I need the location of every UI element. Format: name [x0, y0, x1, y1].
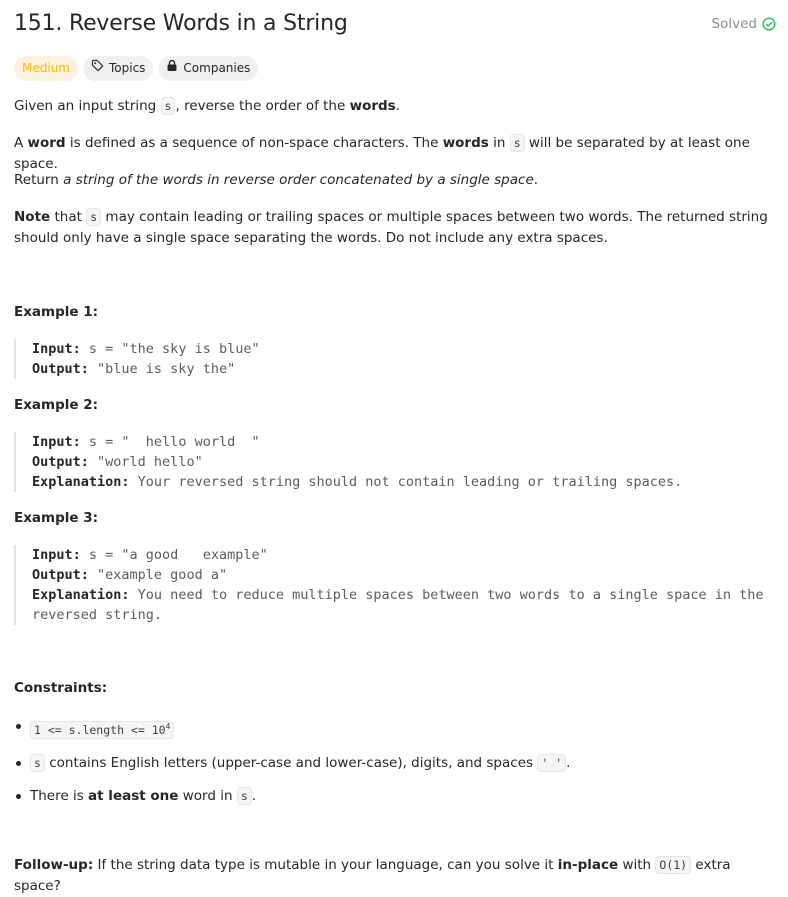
- text: If the string data type is mutable in your language, can you solve it: [93, 857, 558, 873]
- text: contains English letters (upper-case and lower-case), digits, and spaces: [44, 754, 538, 771]
- example-output: [32, 359, 776, 379]
- topics-button[interactable]: [83, 56, 153, 81]
- companies-button[interactable]: [158, 56, 258, 81]
- inline-code: [30, 721, 174, 739]
- explanation-value: You need to reduce multiple spaces between two words to a single space in the reversed string.: [32, 587, 764, 623]
- example-2-heading: Example 2:: [14, 397, 99, 413]
- text: .: [395, 98, 400, 114]
- inline-code: s: [30, 754, 45, 772]
- text: , reverse the order of the: [175, 98, 350, 114]
- example-input: [32, 339, 776, 359]
- inline-code: s: [86, 208, 101, 226]
- list-item: [14, 753, 776, 774]
- text: word in: [178, 787, 237, 804]
- lock-icon: [166, 56, 178, 81]
- paragraph-word-definition: [14, 133, 776, 175]
- inline-code: s: [510, 134, 525, 152]
- input-value: s = "a good example": [80, 547, 268, 563]
- example-input: [32, 545, 776, 565]
- problem-title[interactable]: 151. Reverse Words in a String: [14, 11, 348, 36]
- tag-row: [14, 56, 258, 81]
- example-output: [32, 565, 776, 585]
- italic-text: a string of the words in reverse order concatenated by a single space: [63, 172, 534, 188]
- paragraph-intro: [14, 96, 776, 117]
- output-value: "blue is sky the": [88, 361, 236, 377]
- tag-icon: [91, 56, 104, 81]
- companies-label: Companies: [183, 61, 251, 75]
- followup-label: Follow-up:: [14, 857, 94, 873]
- example-3-block: [14, 545, 776, 625]
- constraints-list: [14, 716, 776, 819]
- output-value: "world hello": [88, 454, 203, 470]
- bold-text: word: [27, 135, 66, 151]
- list-item: [14, 716, 776, 741]
- input-label: Input:: [32, 434, 81, 450]
- example-explanation: [32, 585, 776, 625]
- example-2-block: [14, 432, 776, 492]
- difficulty-badge: Medium: [14, 56, 78, 81]
- inline-code: s: [161, 97, 176, 115]
- bold-text: words: [442, 135, 489, 151]
- followup-paragraph: [14, 855, 776, 897]
- input-value: s = " hello world ": [80, 434, 260, 450]
- output-label: Output:: [32, 454, 89, 470]
- output-label: Output:: [32, 567, 89, 583]
- text: with: [618, 857, 656, 873]
- explanation-value: Your reversed string should not contain leading or trailing spaces.: [129, 474, 683, 490]
- inline-code: ' ': [537, 754, 566, 772]
- text: There is: [30, 787, 89, 804]
- text: Return: [14, 172, 64, 188]
- text: will be separated by at least one space.: [14, 135, 750, 172]
- example-input: [32, 432, 776, 452]
- text: .: [251, 787, 257, 804]
- input-label: Input:: [32, 547, 81, 563]
- text: A: [14, 135, 28, 151]
- text: is defined as a sequence of non-space characters. The: [65, 135, 443, 151]
- explanation-label: Explanation:: [32, 474, 130, 490]
- example-1-heading: Example 1:: [14, 304, 99, 320]
- inline-code: s: [237, 787, 252, 805]
- solved-status: [712, 16, 776, 32]
- text: in: [488, 135, 510, 151]
- text: .: [533, 172, 539, 188]
- text: .: [566, 754, 571, 771]
- bold-text: Note: [14, 209, 51, 225]
- paragraph-note: [14, 207, 776, 249]
- text: Given an input string: [14, 98, 161, 114]
- text: may contain leading or trailing spaces or multiple spaces between two words. The returned string should only have a single space separating the words. Do not include any extra spaces.: [14, 209, 768, 246]
- bold-text: in-place: [557, 857, 619, 873]
- inline-code: O(1): [655, 856, 691, 874]
- input-label: Input:: [32, 341, 81, 357]
- output-label: Output:: [32, 361, 89, 377]
- paragraph-return: [14, 170, 776, 191]
- title-row: [14, 0, 776, 52]
- input-value: s = "the sky is blue": [80, 341, 260, 357]
- example-explanation: [32, 472, 776, 492]
- example-3-heading: Example 3:: [14, 510, 99, 526]
- text: extra space?: [14, 857, 731, 894]
- bold-text: at least one: [88, 787, 179, 804]
- problem-description: [14, 0, 776, 894]
- list-item: [14, 786, 776, 807]
- example-1-block: [14, 339, 776, 379]
- constraint-code: 1 <= s.length <= 10: [34, 722, 166, 737]
- text: that: [50, 209, 87, 225]
- check-circle-icon: [762, 17, 776, 31]
- topics-label: Topics: [108, 61, 146, 75]
- example-output: [32, 452, 776, 472]
- explanation-label: Explanation:: [32, 587, 130, 603]
- bold-text: words: [349, 98, 396, 114]
- constraints-heading: Constraints:: [14, 680, 108, 696]
- solved-label: Solved: [711, 16, 757, 32]
- output-value: "example good a": [88, 567, 228, 583]
- superscript: 4: [165, 722, 171, 731]
